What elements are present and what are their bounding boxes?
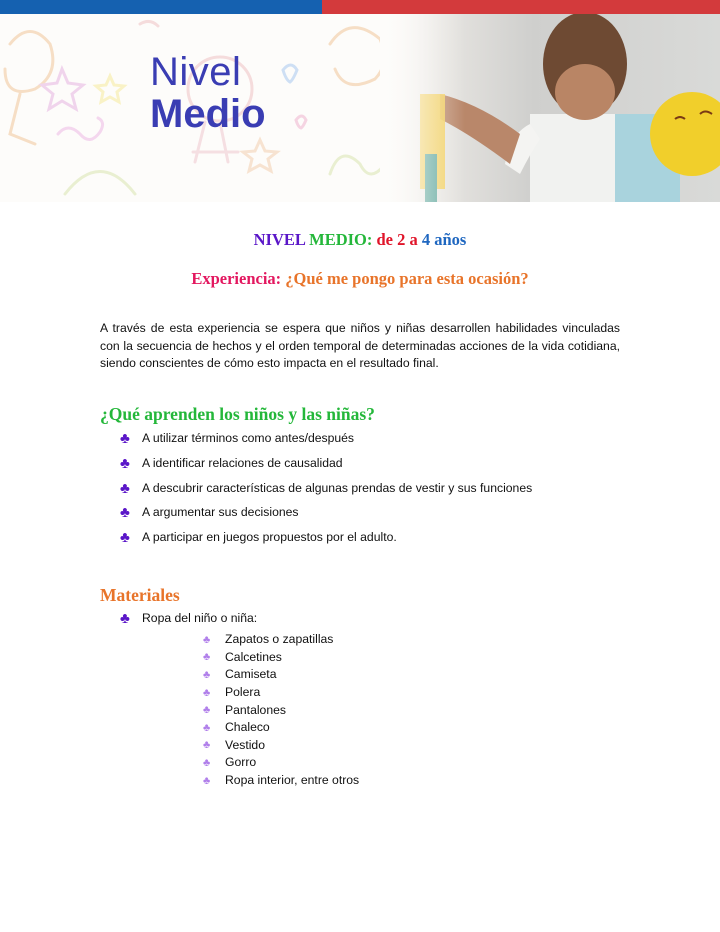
list-item-text: Chaleco	[225, 720, 270, 735]
level-title-de: de	[376, 230, 393, 249]
club-icon: ♣	[120, 504, 130, 522]
list-item	[120, 481, 532, 506]
club-icon: ♣	[120, 479, 130, 497]
list-item-text: A participar en juegos propuestos por el adulto.	[142, 530, 397, 545]
list-item-text: A identificar relaciones de causalidad	[142, 455, 343, 470]
club-icon: ♣	[203, 651, 211, 664]
level-title-medio: MEDIO:	[309, 230, 373, 249]
club-icon: ♣	[203, 739, 211, 752]
list-item	[120, 611, 257, 626]
list-item	[120, 530, 532, 555]
club-icon: ♣	[203, 756, 211, 769]
list-item-text: Camiseta	[225, 667, 277, 682]
materials-list	[120, 611, 257, 626]
club-icon: ♣	[120, 610, 130, 627]
list-item-text: A argumentar sus decisiones	[142, 505, 299, 520]
list-item	[120, 505, 532, 530]
experience-title	[0, 269, 720, 289]
club-icon: ♣	[203, 774, 211, 787]
learning-list	[120, 431, 532, 555]
list-item-text: Pantalones	[225, 702, 286, 717]
experience-name: ¿Qué me pongo para esta ocasión?	[285, 269, 529, 288]
list-item	[203, 772, 359, 790]
club-icon: ♣	[120, 430, 130, 447]
list-item-text: Gorro	[225, 755, 257, 770]
header-banner	[0, 14, 720, 202]
list-item	[203, 754, 359, 772]
list-item-text: Ropa del niño o niña:	[142, 611, 258, 625]
club-icon: ♣	[203, 704, 211, 717]
list-item-text: A descubrir características de algunas prendas de vestir y sus funciones	[142, 480, 533, 495]
level-title-2: 2	[397, 230, 406, 249]
list-item	[203, 701, 359, 719]
list-item	[203, 666, 359, 684]
list-item	[203, 649, 359, 667]
list-item-text: Calcetines	[225, 649, 282, 664]
nivel-medio-logo	[150, 52, 266, 134]
club-icon: ♣	[203, 686, 211, 699]
list-item	[203, 684, 359, 702]
level-title-4: 4	[421, 230, 431, 249]
list-item	[203, 719, 359, 737]
top-bar-blue	[0, 0, 322, 14]
level-title	[0, 230, 720, 250]
list-item-text: A utilizar términos como antes/después	[142, 431, 355, 445]
list-item-text: Vestido	[225, 737, 265, 752]
list-item-text: Ropa interior, entre otros	[225, 773, 360, 788]
intro-paragraph: A través de esta experiencia se espera que niños y niñas desarrollen habilidades vinculadas con la secuencia de hechos y el orden temporal de determinadas acciones de la vida cotidiana, siendo conscientes de cómo esto impacta en el resultado final.	[100, 321, 620, 371]
list-item-text: Zapatos o zapatillas	[225, 632, 334, 647]
top-color-bar	[0, 0, 720, 14]
list-item	[120, 431, 532, 456]
club-icon: ♣	[203, 668, 211, 681]
list-item	[203, 631, 359, 649]
child-with-balloon-photo	[380, 14, 720, 202]
club-icon: ♣	[120, 529, 130, 547]
materials-heading: Materiales	[100, 585, 180, 605]
logo-line-nivel: Nivel	[150, 50, 242, 94]
learning-heading: ¿Qué aprenden los niños y las niñas?	[100, 404, 375, 424]
list-item	[120, 456, 532, 481]
club-icon: ♣	[203, 633, 211, 646]
level-title-nivel: NIVEL	[253, 230, 305, 249]
list-item-text: Polera	[225, 685, 261, 700]
club-icon: ♣	[120, 454, 130, 472]
level-title-a: a	[409, 230, 418, 249]
club-icon: ♣	[203, 721, 211, 734]
list-item	[203, 737, 359, 755]
experience-label: Experiencia:	[191, 269, 282, 288]
top-bar-red	[322, 0, 720, 14]
level-title-anos: años	[434, 230, 467, 249]
clothing-sublist	[203, 631, 359, 789]
logo-line-medio: Medio	[150, 92, 266, 136]
